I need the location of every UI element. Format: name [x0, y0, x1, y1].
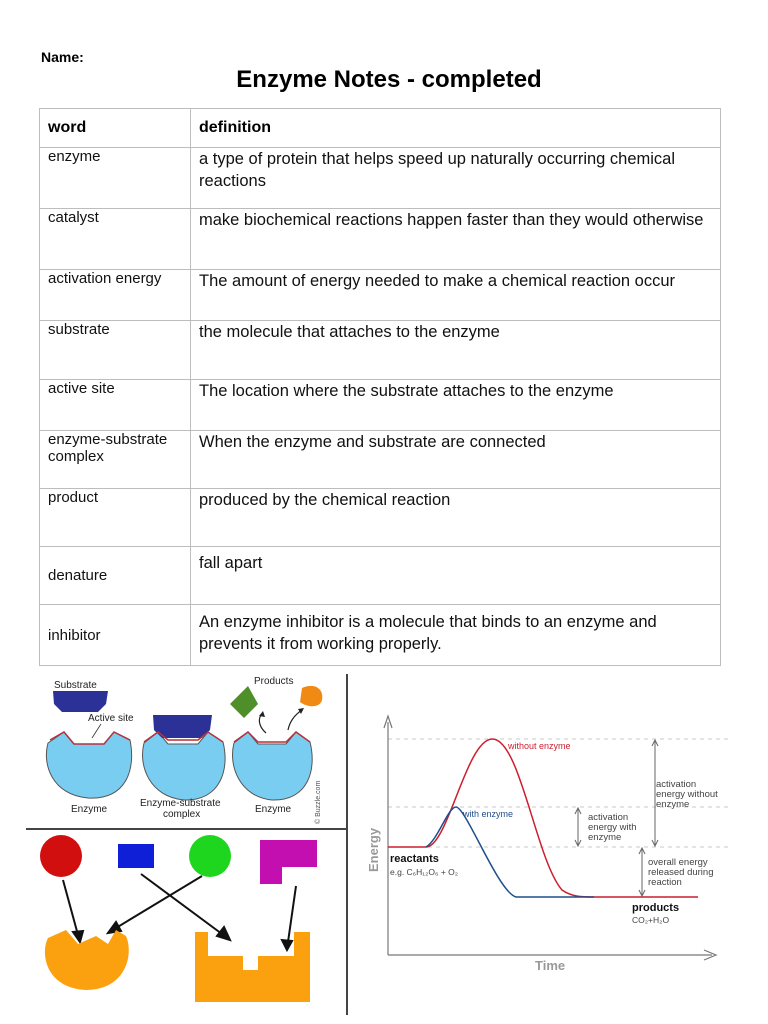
definition: the molecule that attaches to the enzyme [191, 321, 721, 380]
term: substrate [40, 321, 191, 380]
term: inhibitor [40, 605, 191, 666]
annotation-overall-2: released during [648, 867, 714, 878]
enzyme-orange-slot [195, 932, 310, 1002]
molecule-blue-square [118, 844, 154, 868]
term: active site [40, 380, 191, 431]
annotation-activation-with-3: enzyme [588, 832, 622, 843]
table-row [40, 321, 721, 380]
vocabulary-table [39, 108, 721, 666]
credit-watermark: © Buzzle.com [315, 780, 322, 824]
term: catalyst [40, 209, 191, 270]
definition: The location where the substrate attaches to the enzyme [191, 380, 721, 431]
molecule-magenta-shape [260, 840, 317, 884]
product-release-arrow [259, 714, 266, 733]
complex-caption-line-2: complex [163, 809, 201, 820]
active-site-label: Active site [88, 713, 134, 724]
annotation-activation-with-2: energy with [588, 822, 637, 833]
name-label: Name: [41, 49, 84, 65]
annotation-activation-without-2: energy without [656, 789, 718, 800]
definition: a type of protein that helps speed up naturally occurring chemical reactions [191, 148, 721, 209]
term: enzyme [40, 148, 191, 209]
definition: An enzyme inhibitor is a molecule that binds to an enzyme and prevents it from working properly. [191, 605, 721, 666]
term: enzyme-substrate complex [40, 431, 191, 489]
annotation-overall-1: overall energy [648, 857, 708, 868]
molecule-green-circle [189, 835, 231, 877]
y-axis-label: Energy [366, 827, 381, 872]
table-row [40, 270, 721, 321]
definition: fall apart [191, 547, 721, 605]
table-row [40, 148, 721, 209]
enzyme-shape [46, 732, 131, 798]
table-header-row [40, 109, 721, 148]
annotation-activation-without-1: activation [656, 779, 697, 790]
table-row [40, 380, 721, 431]
curve-with-enzyme-label: with enzyme [463, 809, 514, 819]
product-shape [300, 686, 322, 706]
reactants-example: e.g. C₆H₁₂O₆ + O₂ [390, 867, 459, 877]
x-axis-label: Time [535, 958, 566, 973]
products-label: Products [254, 676, 294, 687]
enzyme-substrate-complex-shape [143, 715, 226, 800]
definition: produced by the chemical reaction [191, 489, 721, 547]
table-row [40, 209, 721, 270]
term: activation energy [40, 270, 191, 321]
annotation-activation-with-1: activation [588, 812, 629, 823]
curve-without-enzyme-label: without enzyme [508, 741, 571, 751]
products-label: products [632, 902, 680, 914]
complex-caption-line-1: Enzyme-substrate [140, 798, 221, 809]
table-row [40, 547, 721, 605]
term: denature [40, 547, 191, 605]
curve-with-enzyme [426, 807, 594, 897]
enzyme-lock-and-key-figure [26, 670, 348, 1015]
table-row [40, 489, 721, 547]
table-row [40, 431, 721, 489]
active-site-pointer [92, 724, 101, 738]
annotation-activation-without-3: enzyme [656, 799, 690, 810]
definition: The amount of energy needed to make a chemical reaction occur [191, 270, 721, 321]
definition: make biochemical reactions happen faster than they would otherwise [191, 209, 721, 270]
column-header-definition: definition [191, 109, 721, 148]
product-release-arrow [288, 710, 302, 730]
table-row [40, 605, 721, 666]
annotation-overall-3: reaction [648, 877, 682, 888]
products-example: CO₂+H₂O [632, 915, 670, 925]
reactants-label: reactants [390, 853, 439, 865]
term: product [40, 489, 191, 547]
definition: When the enzyme and substrate are connected [191, 431, 721, 489]
molecule-red-circle [40, 835, 82, 877]
substrate-shape [53, 691, 108, 712]
enzyme-orange-round [45, 930, 129, 990]
enzyme-caption: Enzyme [71, 804, 108, 815]
page-title: Enzyme Notes - completed [236, 66, 542, 93]
energy-diagram [348, 700, 738, 990]
substrate-label: Substrate [54, 680, 97, 691]
enzyme-caption: Enzyme [255, 804, 292, 815]
product-shape [230, 686, 258, 718]
enzyme-shape [233, 732, 313, 800]
column-header-word: word [40, 109, 191, 148]
